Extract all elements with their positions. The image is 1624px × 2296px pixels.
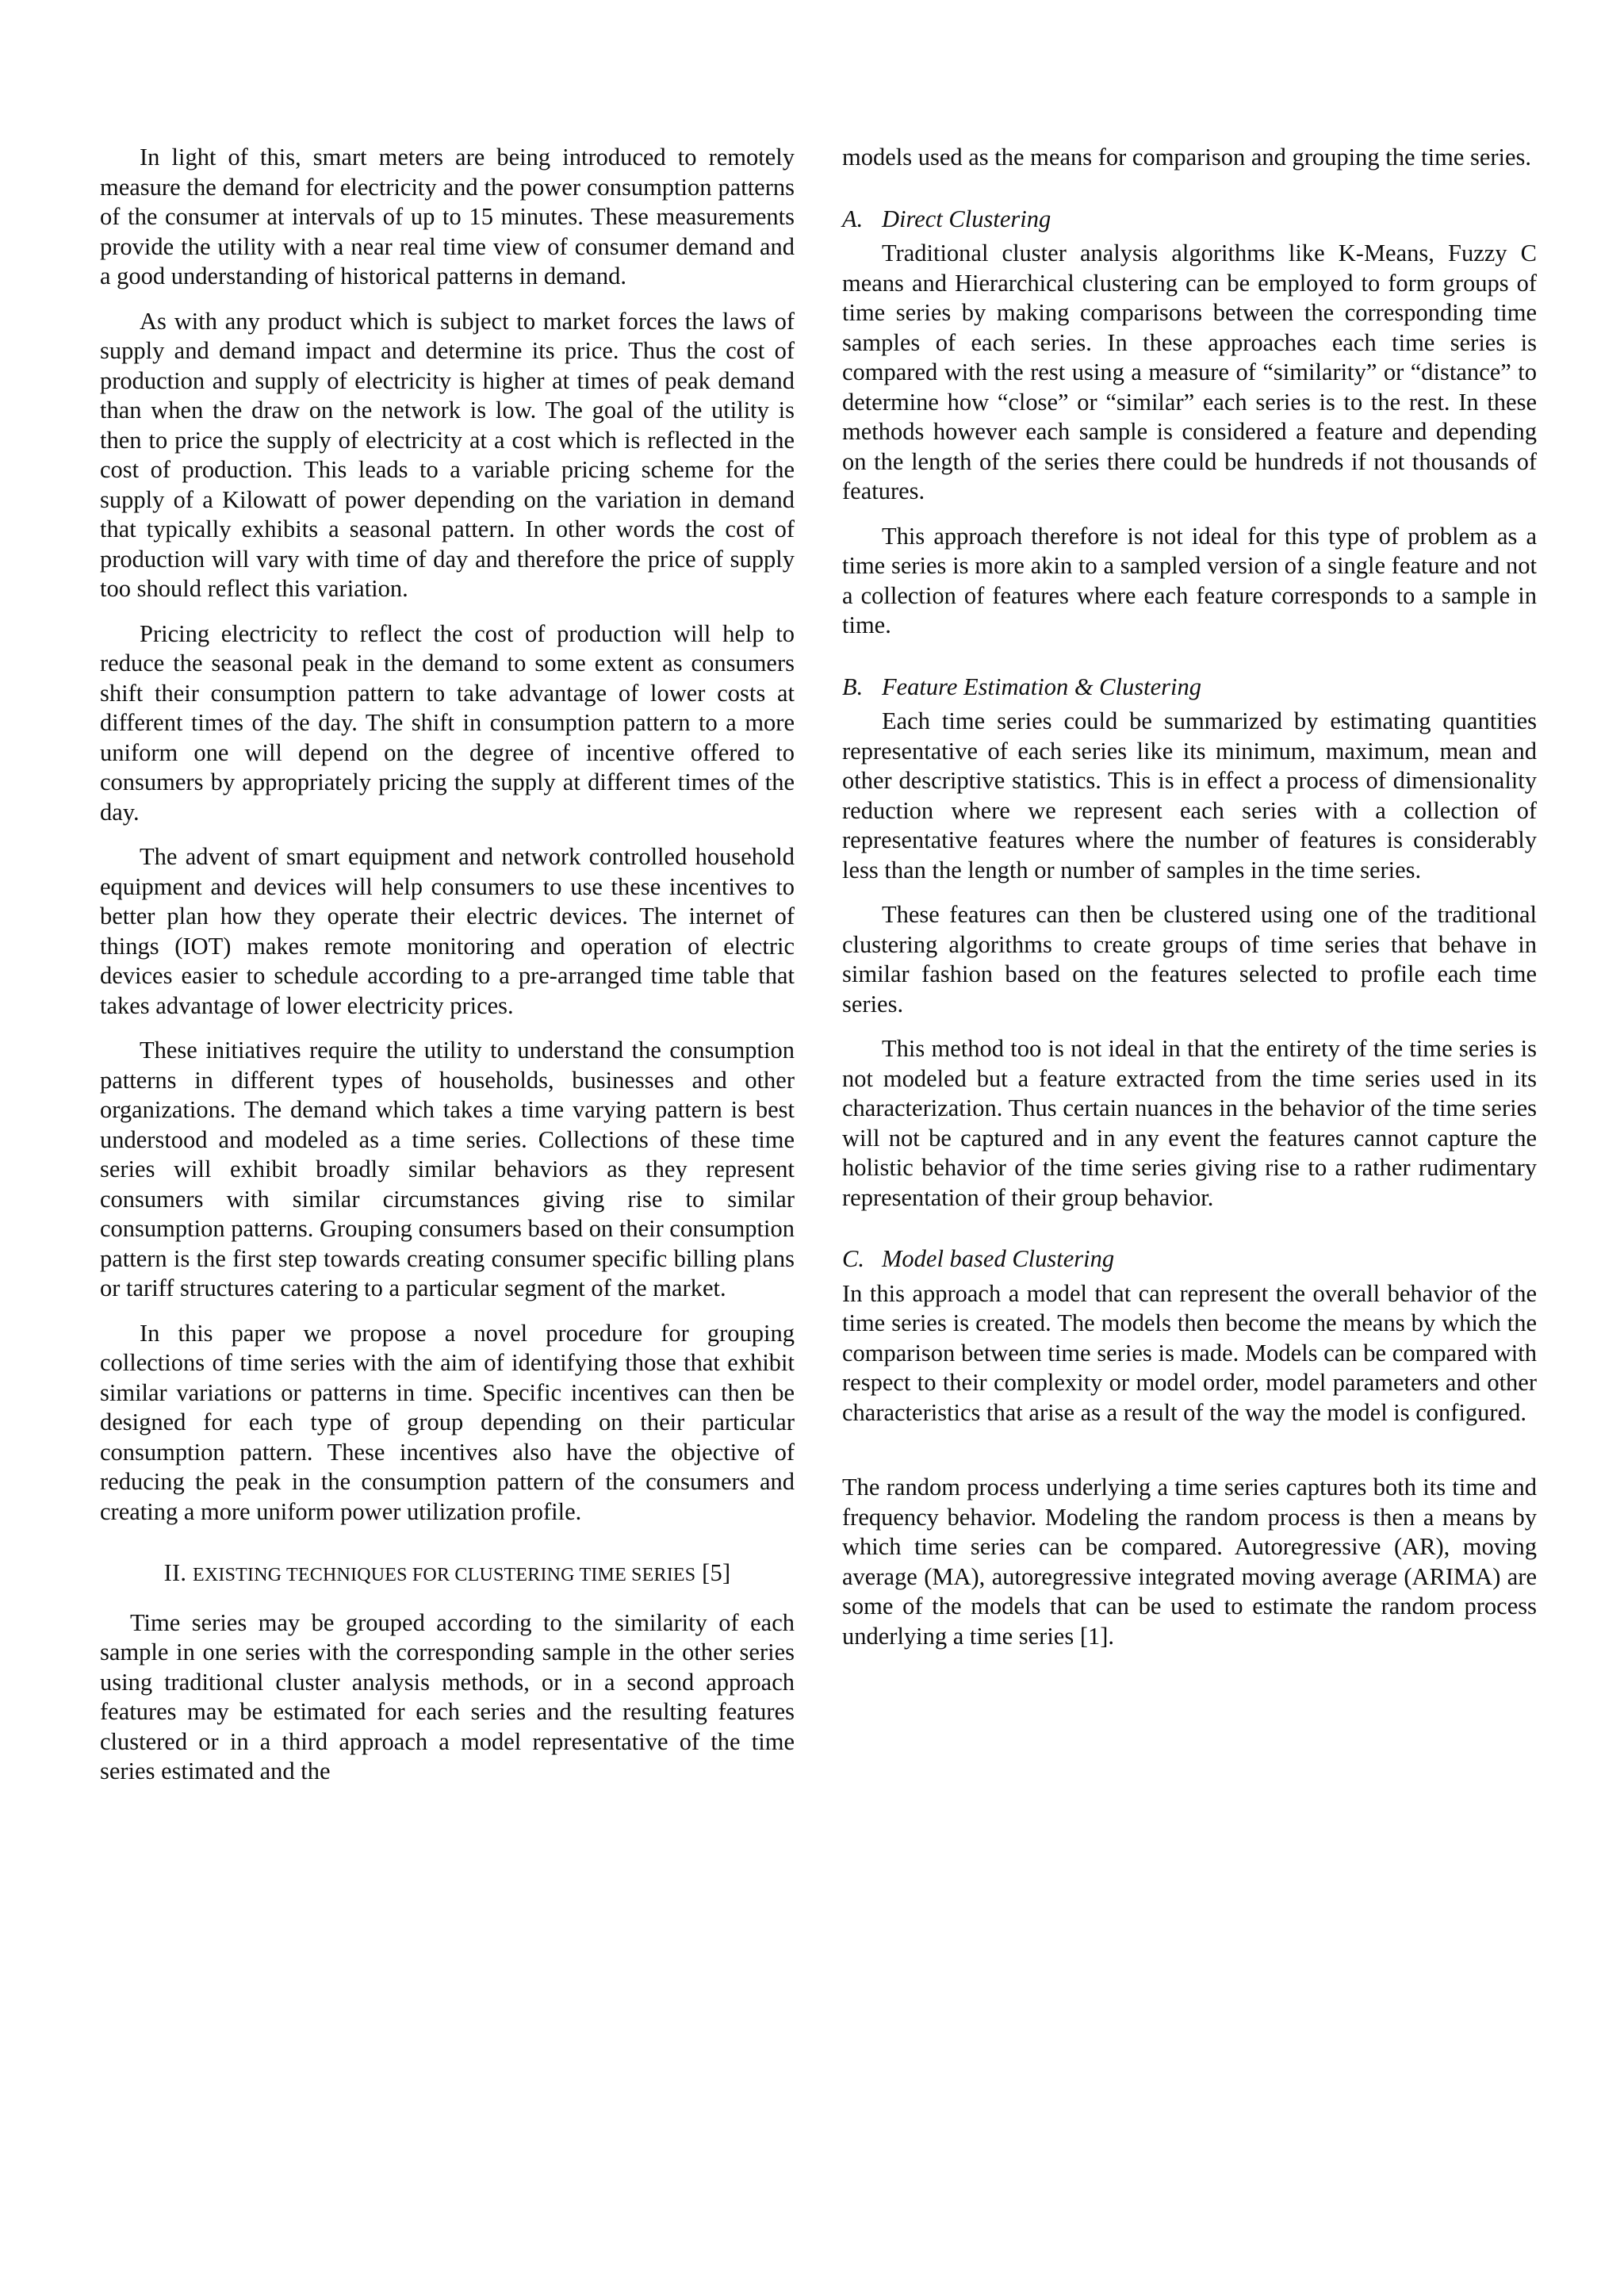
paragraph-pricing: Pricing electricity to reflect the cost of production will help to reduce the seasonal peak in the demand to some extent as consumers shift their consumption pattern to take advantage of lower costs at different times of the day. The shift in consumption pattern to a more uniform one will depend on the degree of incentive offered to consumers by appropriately pricing the supply at different times of the day. <box>100 619 795 826</box>
section-title: EXISTING TECHNIQUES FOR CLUSTERING TIME SERIES <box>193 1565 696 1585</box>
paragraph-model-based-2: The random process underlying a time series captures both its time and frequency behavior. Modeling the random process is then a means by which time series can be compared. Autoregressive (AR), moving average (MA), autoregressive integrated moving average (ARIMA) are some of the models that can be used to estimate the random process underlying a time series [1]. <box>842 1474 1537 1650</box>
paragraph-model-based-1: In this approach a model that can represent the overall behavior of the time series is created. The models then become the means by which the comparison between time series is made. Models can be compared with respect to their complexity or model order, model parameters and other characteristics that arise as a result of the way the model is configured. <box>842 1279 1537 1426</box>
subsection-letter-c: C. <box>842 1245 864 1272</box>
subsection-title-c: Model based Clustering <box>882 1245 1115 1272</box>
right-column <box>842 143 1537 1666</box>
subsection-title-a: Direct Clustering <box>882 205 1051 232</box>
paragraph-initiatives: These initiatives require the utility to understand the consumption patterns in different types of households, businesses and other organizations. The demand which takes a time varying pattern is best understood and modeled as a time series. Collections of these time series will exhibit broadly similar behaviors as they represent consumers with similar circumstances giving rise to similar consumption patterns. Grouping consumers based on their consumption pattern is the first step towards creating consumer specific billing plans or tariff structures catering to a particular segment of the market. <box>100 1037 795 1301</box>
paragraph-feature-estimation-2: These features can then be clustered using one of the traditional clustering algorithms to create groups of time series that behave in similar fashion based on the features selected to profile each time series. <box>842 901 1537 1018</box>
paragraph-gap <box>842 1443 1537 1473</box>
subsection-heading-b <box>842 673 1537 703</box>
subsection-heading-c <box>842 1244 1537 1274</box>
section-number: II. <box>163 1559 187 1586</box>
paragraph-direct-clustering-1: Traditional cluster analysis algorithms like K-Means, Fuzzy C means and Hierarchical clustering can be employed to form groups of time series by making comparisons between the corresponding time samples of each series. In these approaches each time series is compared with the rest using a measure of “similarity” or “distance” to determine how “close” or “similar” each series is to the rest. In these methods however each sample is considered a feature and depending on the length of the series there could be hundreds if not thousands of features. <box>842 240 1537 504</box>
paragraph-smart-meters: In light of this, smart meters are being introduced to remotely measure the demand for electricity and the power consumption patterns of the consumer at intervals of up to 15 minutes. These measurements provide the utility with a near real time view of consumer demand and a good understanding of historical patterns in demand. <box>100 144 795 289</box>
paragraph-smart-equipment: The advent of smart equipment and network controlled household equipment and devices will help consumers to use these incentives to better plan how they operate their electric devices. The internet of things (IOT) makes remote monitoring and operation of electric devices easier to schedule according to a pre-arranged time table that takes advantage of lower electricity prices. <box>100 843 795 1019</box>
paragraph-supply-demand: As with any product which is subject to market forces the laws of supply and demand impact and determine its price. Thus the cost of production and supply of electricity is higher at times of peak demand than when the draw on the network is low. The goal of the utility is then to price the supply of electricity at a cost which is reflected in the cost of production. This leads to a variable pricing scheme for the supply of a Kilowatt of power depending on the variation in demand that typically exhibits a seasonal pattern. In other words the cost of production will vary with time of day and therefore the price of supply too should reflect this variation. <box>100 307 795 602</box>
subsection-heading-a <box>842 205 1537 235</box>
paragraph-continuation: models used as the means for comparison and grouping the time series. <box>842 144 1532 171</box>
paragraph-direct-clustering-2: This approach therefore is not ideal for this type of problem as a time series is more akin to a sampled version of a single feature and not a collection of features where each feature corresponds to a sample in time. <box>842 522 1537 638</box>
left-column <box>100 143 795 1787</box>
section-heading <box>100 1558 795 1591</box>
section-citation: [5] <box>702 1559 731 1586</box>
paragraph-proposal: In this paper we propose a novel procedure for grouping collections of time series with the aim of identifying those that exhibit similar variations or patterns in time. Specific incentives can then be designed for each type of group depending on their particular consumption pattern. These incentives also have the objective of reducing the peak in the consumption pattern of the consumers and creating a more uniform power utilization profile. <box>100 1319 795 1525</box>
subsection-letter-a: A. <box>842 205 864 232</box>
subsection-title-b: Feature Estimation & Clustering <box>882 673 1201 700</box>
paragraph-feature-estimation-1: Each time series could be summarized by estimating quantities representative of each series like its minimum, maximum, mean and other descriptive statistics. This is in effect a process of dimensionality reduction where we represent each series with a collection of representative features where the number of features is considerably less than the length or number of samples in the time series. <box>842 707 1537 884</box>
paragraph-feature-estimation-3: This method too is not ideal in that the entirety of the time series is not modeled but a feature extracted from the time series used in its characterization. Thus certain nuances in the behavior of the time series will not be captured and in any event the features cannot capture the holistic behavior of the time series giving rise to a rather rudimentary representation of their group behavior. <box>842 1035 1537 1211</box>
subsection-letter-b: B. <box>842 673 864 700</box>
paragraph-section-intro: Time series may be grouped according to the similarity of each sample in one series with the corresponding sample in the other series using traditional cluster analysis methods, or in a second approach features may be estimated for each series and the resulting features clustered or in a third approach a model representative of the time series estimated and the <box>100 1608 795 1784</box>
